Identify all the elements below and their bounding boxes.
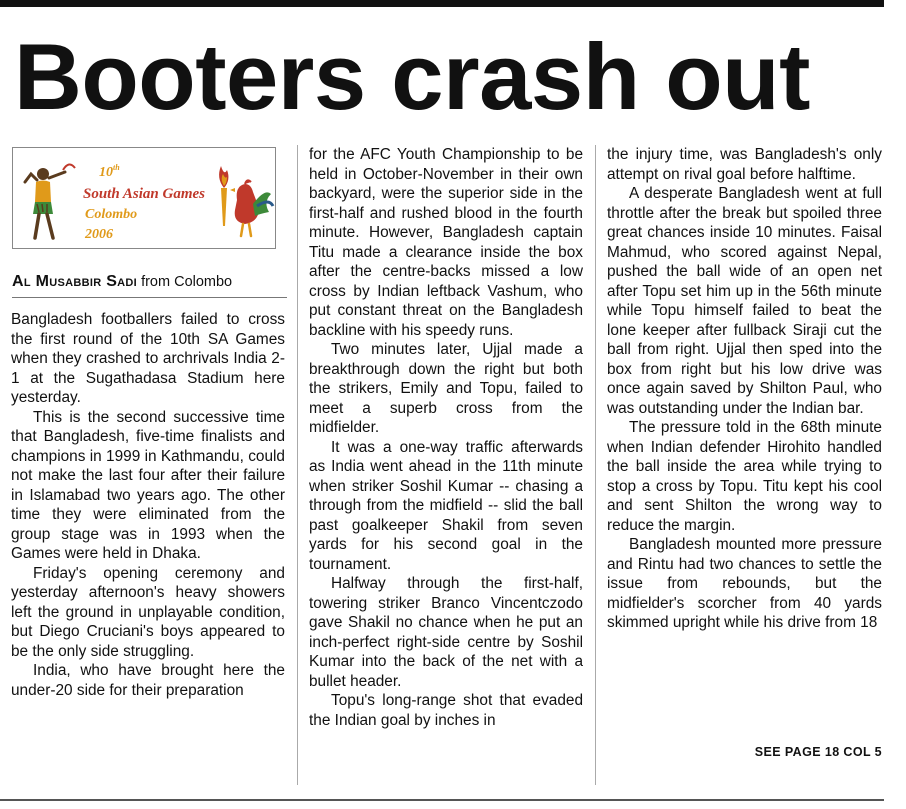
paragraph: for the AFC Youth Championship to be held in October-November in their own backyard, were the superior side in the first-half and rushed blood in the fourth minute. However, Bangladesh captain Titu made a clearance inside the box after the centre-backs missed a low cross by Indian leftback Vashum, who put constant threat on the Bangladesh backline with his speedy runs. (309, 146, 583, 339)
paragraph: The pressure told in the 68th minute when Indian defender Hirohito handled the ball inside the area while trying to stop a cross by Topu. Titu kept his cool and sent Shilton the wrong way to reduce the margin. (607, 419, 882, 534)
rooster-mascot-icon (230, 180, 273, 236)
column-divider (595, 145, 596, 785)
headline: Booters crash out (14, 24, 810, 129)
torchbearer-figure-icon (25, 164, 75, 238)
logo-year: 2006 (85, 227, 113, 242)
paragraph: Halfway through the first-half, towering striker Branco Vincentczodo gave Shakil no chance when he put an inch-perfect right-side centre by Soshil Kumar into the back of the net with a bullet header. (309, 575, 583, 690)
article-column-3 (607, 145, 882, 740)
paragraph: Two minutes later, Ujjal made a breakthrough down the right but both the strikers, Emily and Topu, failed to meet a superb cross from the midfielder. (309, 341, 583, 436)
byline-rule (12, 297, 287, 298)
byline-author: Al Musabbir Sadi (12, 273, 138, 290)
paragraph: Bangladesh footballers failed to cross the first round of the 10th SA Games when they crashed to archrivals India 2-1 at the Sugathadasa Stadium here yesterday. (11, 311, 285, 406)
bottom-rule (0, 799, 884, 801)
column-divider (297, 145, 298, 785)
article-column-1 (11, 310, 285, 784)
paragraph: Friday's opening ceremony and yesterday afternoon's heavy showers left the ground in unplayable condition, but Diego Cruciani's boys appeared to be the only side struggling. (11, 564, 285, 660)
logo-event-name: South Asian Games (83, 186, 205, 202)
torch-icon (219, 166, 228, 226)
paragraph: This is the second successive time that Bangladesh, five-time finalists and champions in 1999 in Kathmandu, could not make the last four after their failure in Islamabad two years ago. The other time they were eliminated from the group stage was in 1993 when the Games were held in Dhaka. (11, 408, 285, 562)
paragraph: A desperate Bangladesh went at full throttle after the break but spoiled three great chances inside 10 minutes. Faisal Mahmud, who scored against Nepal, pushed the ball wide of an open net after Topu set him up in the 56th minute while Topu himself failed to beat the lone keeper after fullback Siraji cut the ball from right. Ujjal then sped into the box from right but his low drive was once again saved by Shilton Paul, who was outstanding under the Indian bar. (607, 185, 882, 417)
games-logo-art (13, 148, 275, 248)
paragraph: Bangladesh mounted more pressure and Rintu had two chances to settle the issue from rebounds, but the midfielder's scorcher from 40 yards skimmed upright while his drive from 18 (607, 536, 882, 631)
byline-location: from Colombo (141, 274, 233, 290)
continuation-jump: SEE PAGE 18 COL 5 (754, 745, 882, 759)
paragraph: the injury time, was Bangladesh's only attempt on rival goal before halftime. (607, 146, 882, 183)
logo-city: Colombo (85, 207, 138, 222)
paragraph: It was a one-way traffic afterwards as India went ahead in the 11th minute when striker Soshil Kumar -- chasing a through from the midfield -- slid the ball past goalkeeper Shakil from seven yards for his second goal in the tournament. (309, 438, 583, 573)
logo-edition: 10th (99, 163, 120, 180)
byline (12, 272, 287, 294)
paragraph: India, who have brought here the under-20 side for their preparation (11, 662, 285, 699)
top-rule (0, 0, 884, 7)
paragraph: Topu's long-range shot that evaded the Indian goal by inches in (309, 692, 583, 729)
games-logo (12, 147, 276, 249)
article-column-2 (309, 145, 583, 785)
